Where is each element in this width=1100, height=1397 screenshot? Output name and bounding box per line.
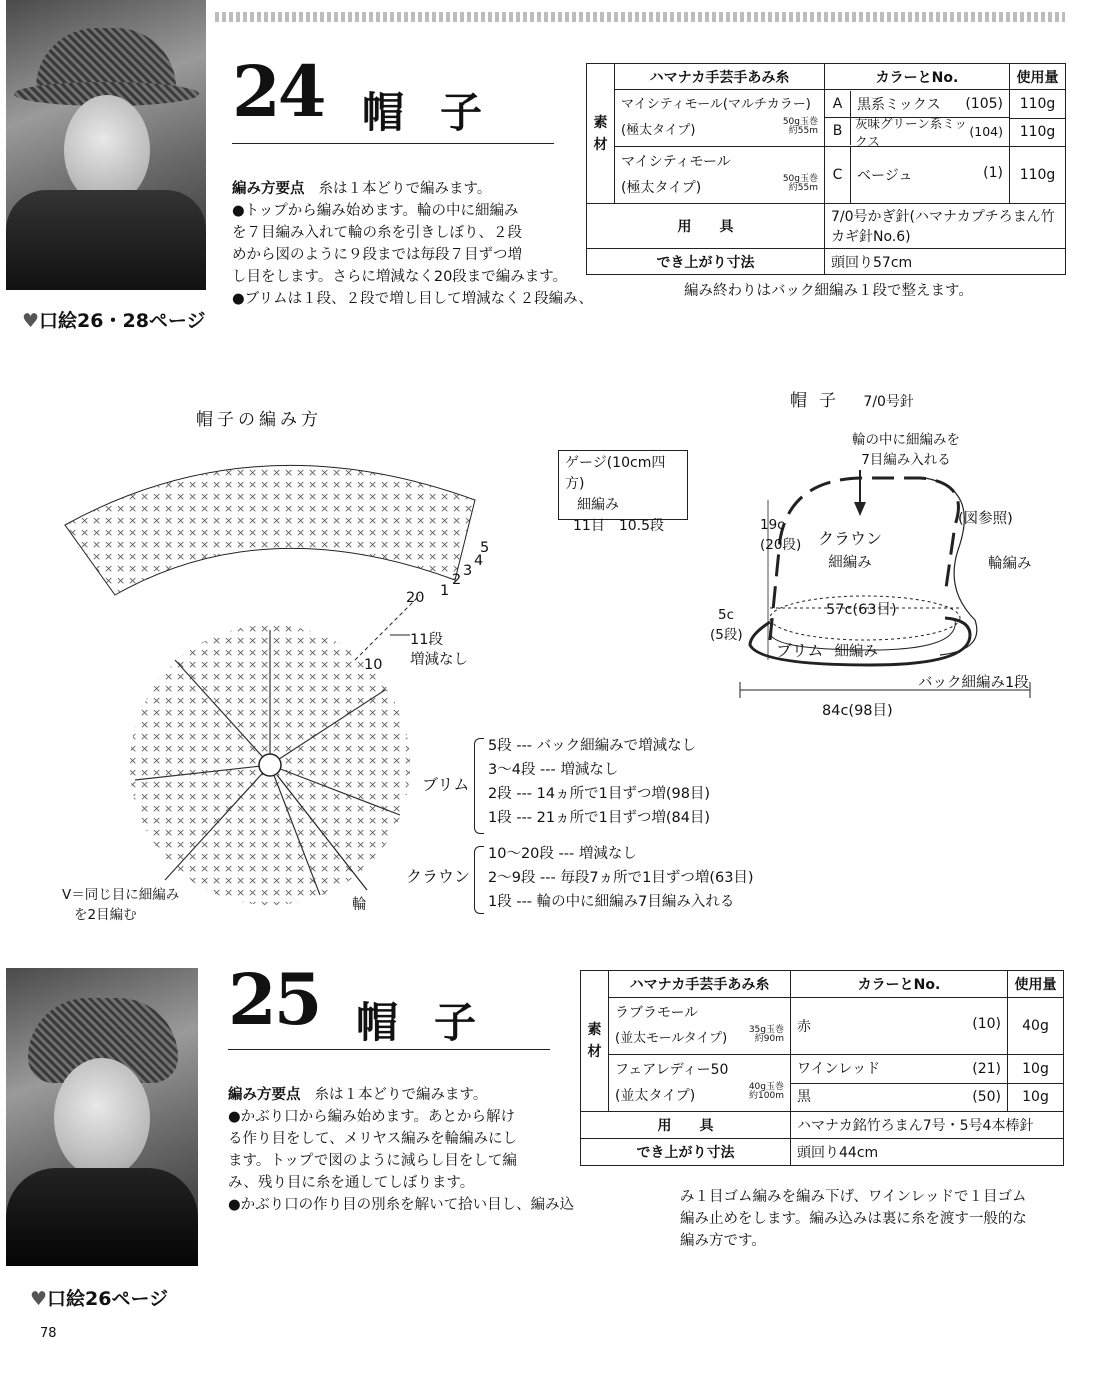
pattern-24-instructions-cont: 編み終わりはバック細編み１段で整えます。 bbox=[684, 283, 973, 299]
tools-label: 用 具 bbox=[587, 204, 825, 249]
header-yarn: ハマナカ手芸手あみ糸 bbox=[609, 971, 791, 998]
header-yarn: ハマナカ手芸手あみ糸 bbox=[615, 64, 825, 90]
yarn-type: (並太タイプ) bbox=[615, 1088, 696, 1104]
yarn-cell bbox=[615, 90, 825, 147]
tools-value: 7/0号かぎ針(ハマナカプチろまん竹カギ針No.6) bbox=[825, 204, 1066, 249]
color-cell bbox=[851, 147, 1010, 204]
symbol-note-line2: を2目編む bbox=[74, 907, 137, 923]
instructions-line: 編み方です。 bbox=[680, 1233, 766, 1249]
note-11-line2: 増減なし bbox=[410, 652, 468, 668]
row-label-1: 1 bbox=[440, 583, 450, 599]
instructions-line: み１目ゴム編みを編み下げ、ワインレッドで１目ゴム bbox=[680, 1189, 1027, 1205]
color-no: (1) bbox=[983, 165, 1003, 181]
crown-group-label: クラウン bbox=[406, 867, 471, 886]
color-cell bbox=[825, 90, 1010, 147]
instructions-heading: 編み方要点 bbox=[228, 1087, 301, 1103]
gauge-box bbox=[558, 450, 688, 534]
right-needle: 7/0号針 bbox=[863, 394, 914, 410]
instructions-line: ●かぶり口の作り目の別糸を解いて拾い目し、編み込 bbox=[228, 1197, 575, 1213]
yarn-cell bbox=[609, 998, 791, 1055]
brim-stitch: 細編み bbox=[834, 644, 878, 660]
color-no: (21) bbox=[972, 1060, 1001, 1077]
crown-title: クラウン bbox=[818, 529, 883, 548]
brim-label bbox=[776, 638, 878, 661]
color-name: 黒系ミックス bbox=[857, 97, 941, 113]
color-name: ベージュ bbox=[857, 168, 913, 184]
color-cell bbox=[791, 1055, 1008, 1112]
row-label-2: 2 bbox=[452, 572, 462, 588]
crown-bracket bbox=[474, 846, 484, 914]
header-amount: 使用量 bbox=[1008, 971, 1064, 998]
width-57: 57c(63目) bbox=[826, 602, 897, 618]
gauge-title: ゲージ(10cm四方) bbox=[565, 455, 666, 492]
yarn-type: (極太タイプ) bbox=[621, 123, 696, 138]
gauge-values: 11目 10.5段 bbox=[573, 518, 664, 534]
symbol-note-line1: ＝同じ目に細編み bbox=[71, 887, 180, 903]
crown-stitch: 細編み bbox=[828, 555, 872, 571]
note-11-line1: 11段 bbox=[410, 632, 443, 648]
yarn-name: マイシティモール(マルチカラー) bbox=[621, 97, 811, 112]
row-label-4: 4 bbox=[474, 553, 484, 569]
pattern-25-number: 25 bbox=[228, 958, 320, 1041]
color-cell bbox=[791, 998, 1008, 1055]
heart-icon: ♥ bbox=[30, 1288, 48, 1310]
row-label-3: 3 bbox=[463, 563, 473, 579]
pattern-25-instructions-cont bbox=[680, 1186, 1027, 1252]
tools-label: 用 具 bbox=[581, 1112, 791, 1139]
instructions-line: 編み止めをします。編み込みは裏に糸を渡す一般的な bbox=[680, 1211, 1027, 1227]
color-no: (10) bbox=[972, 1016, 1001, 1032]
height-5-rows: (5段) bbox=[710, 627, 743, 643]
header-color: カラーとNo. bbox=[791, 971, 1008, 998]
caption-text: 口絵26・28ページ bbox=[39, 310, 206, 332]
instructions-line: を７目編み入れて輪の糸を引きしぼり、２段 bbox=[232, 225, 522, 241]
brim-step: 5段 --- バック細編みで増減なし bbox=[488, 738, 697, 754]
instructions-heading: 編み方要点 bbox=[232, 181, 305, 197]
brim-step: 3～4段 --- 増減なし bbox=[488, 762, 619, 778]
header-color: カラーとNo. bbox=[825, 64, 1010, 90]
amount-value: 110g bbox=[1010, 91, 1065, 119]
yarn-type: (並太モールタイプ) bbox=[615, 1031, 728, 1046]
pattern-25-photo bbox=[6, 968, 198, 1266]
yarn-ball: 50g玉巻 bbox=[782, 174, 818, 184]
yarn-cell bbox=[609, 1055, 791, 1112]
instructions-line: ます。トップで図のように減らし目をして編 bbox=[228, 1153, 517, 1169]
height-19-rows: (20段) bbox=[760, 537, 802, 553]
height-19-cm: 19c bbox=[760, 517, 785, 533]
materials-side-label: 素材 bbox=[587, 64, 615, 204]
yarn-length: 約55m bbox=[788, 126, 818, 136]
crown-step: 1段 --- 輪の中に細編み7目編み入れる bbox=[488, 894, 735, 910]
height-5-cm: 5c bbox=[718, 607, 735, 623]
instructions-line: る作り目をして、メリヤス編みを輪編みにし bbox=[228, 1131, 518, 1147]
materials-side-label: 素材 bbox=[581, 971, 609, 1112]
row-label-10: 10 bbox=[364, 657, 383, 673]
size-value: 頭回り44cm bbox=[791, 1139, 1064, 1166]
pattern-25-title: 帽子 bbox=[356, 998, 513, 1047]
yarn-name: フェアレディー50 bbox=[615, 1062, 729, 1078]
pattern-24-materials-table bbox=[586, 63, 1066, 275]
color-name: 赤 bbox=[797, 1019, 811, 1035]
amount-value: 10g bbox=[1008, 1056, 1063, 1084]
brim-group-label: ブリム bbox=[422, 775, 470, 794]
yarn-length: 約55m bbox=[788, 183, 818, 193]
brim-bracket bbox=[474, 738, 484, 834]
fig-ref: (図参照) bbox=[958, 511, 1013, 527]
yarn-ball: 35g玉巻 bbox=[748, 1025, 784, 1035]
ring-label: 輪 bbox=[352, 897, 367, 913]
instructions-line: めから図のように９段までは毎段７目ずつ増 bbox=[232, 247, 522, 263]
ring-knit-label: 輪編み bbox=[988, 556, 1032, 572]
height-5 bbox=[710, 605, 743, 645]
amount-value: 110g bbox=[1019, 123, 1056, 140]
ring-note-line2: 7目編み入れる bbox=[861, 452, 951, 468]
left-diagram-title: 帽子の編み方 bbox=[196, 410, 322, 430]
pattern-24-caption bbox=[22, 306, 206, 333]
amount-value: 10g bbox=[1022, 1088, 1049, 1105]
color-no: (50) bbox=[972, 1088, 1001, 1105]
yarn-length: 約100m bbox=[749, 1091, 784, 1101]
ring-note-line1: 輪の中に細編みを bbox=[852, 432, 960, 448]
size-label: でき上がり寸法 bbox=[587, 249, 825, 275]
back-sc-label: バック細編み1段 bbox=[918, 675, 1029, 691]
pattern-25-caption bbox=[30, 1284, 168, 1311]
instructions-first-line: 糸は１本どりで編みます。 bbox=[314, 1087, 488, 1103]
crochet-chart bbox=[55, 430, 495, 920]
crown-label bbox=[818, 527, 882, 575]
note-11-rows bbox=[410, 630, 468, 670]
pattern-25-title-rule bbox=[228, 1049, 550, 1050]
pattern-24-number: 24 bbox=[232, 50, 324, 133]
yarn-name: マイシティモール bbox=[621, 154, 731, 170]
gauge-stitch: 細編み bbox=[577, 497, 619, 513]
amount-cell bbox=[1008, 1055, 1064, 1112]
heart-icon: ♥ bbox=[22, 310, 40, 332]
width-84: 84c(98目) bbox=[822, 703, 893, 719]
pattern-25-materials-table bbox=[580, 970, 1064, 1166]
size-value: 頭回り57cm bbox=[825, 249, 1066, 275]
crown-steps bbox=[488, 842, 754, 914]
instructions-first-line: 糸は１本どりで編みます。 bbox=[318, 181, 492, 197]
symbol-note bbox=[62, 885, 179, 925]
row-label-20: 20 bbox=[406, 590, 425, 606]
instructions-line: ●かぶり口から編み始めます。あとから解け bbox=[228, 1109, 515, 1125]
yarn-ball: 50g玉巻 bbox=[782, 117, 818, 127]
size-label: でき上がり寸法 bbox=[581, 1139, 791, 1166]
instructions-line: ●トップから編み始めます。輪の中に細編み bbox=[232, 203, 519, 219]
brim-step: 2段 --- 14ヵ所で1目ずつ増(98目) bbox=[488, 786, 711, 802]
amount-value: 110g bbox=[1010, 147, 1066, 204]
color-name: ワインレッド bbox=[797, 1060, 881, 1077]
yarn-ball: 40g玉巻 bbox=[748, 1082, 784, 1092]
pattern-24-photo bbox=[6, 0, 206, 290]
ring-note bbox=[852, 430, 960, 470]
color-letter: A bbox=[825, 91, 851, 118]
yarn-name: ラブラモール bbox=[615, 1005, 699, 1021]
right-diagram-title bbox=[790, 386, 914, 411]
color-letter: C bbox=[825, 147, 851, 204]
tools-value: ハマナカ銘竹ろまん7号・5号4本棒針 bbox=[791, 1112, 1064, 1139]
brim-steps bbox=[488, 734, 710, 830]
amount-cell bbox=[1010, 90, 1066, 147]
crown-step: 2～9段 --- 毎段7ヵ所で1目ずつ増(63目) bbox=[488, 870, 754, 886]
yarn-cell bbox=[615, 147, 825, 204]
pattern-24-title-rule bbox=[232, 143, 554, 144]
increase-symbol-icon: Ⅴ bbox=[62, 887, 72, 903]
color-no: (105) bbox=[965, 96, 1003, 112]
row-label-5: 5 bbox=[480, 540, 490, 556]
header-amount: 使用量 bbox=[1010, 64, 1066, 90]
pattern-24-title: 帽子 bbox=[362, 88, 519, 137]
instructions-line: み、残り目に糸を通してしぼります。 bbox=[228, 1175, 475, 1191]
page-number: 78 bbox=[40, 1326, 57, 1341]
brim-step: 1段 --- 21ヵ所で1目ずつ増(84目) bbox=[488, 810, 711, 826]
decorative-band bbox=[215, 12, 1065, 22]
color-name: 灰味グリーン系ミックス bbox=[855, 115, 968, 149]
right-title: 帽子 bbox=[790, 391, 848, 411]
yarn-type: (極太タイプ) bbox=[621, 180, 702, 196]
crown-step: 10～20段 --- 増減なし bbox=[488, 846, 637, 862]
caption-text: 口絵26ページ bbox=[47, 1288, 169, 1310]
color-name: 黒 bbox=[797, 1088, 811, 1105]
instructions-line: ●ブリムは１段、２段で増し目して増減なく２段編み、 bbox=[232, 291, 593, 307]
amount-value: 40g bbox=[1008, 998, 1064, 1055]
instructions-line: し目をします。さらに増減なく20段まで編みます。 bbox=[232, 269, 568, 285]
brim-title: ブリム bbox=[776, 641, 824, 660]
color-no: (104) bbox=[969, 124, 1003, 139]
yarn-length: 約90m bbox=[754, 1034, 784, 1044]
height-19 bbox=[760, 515, 801, 555]
color-letter: B bbox=[825, 118, 851, 145]
